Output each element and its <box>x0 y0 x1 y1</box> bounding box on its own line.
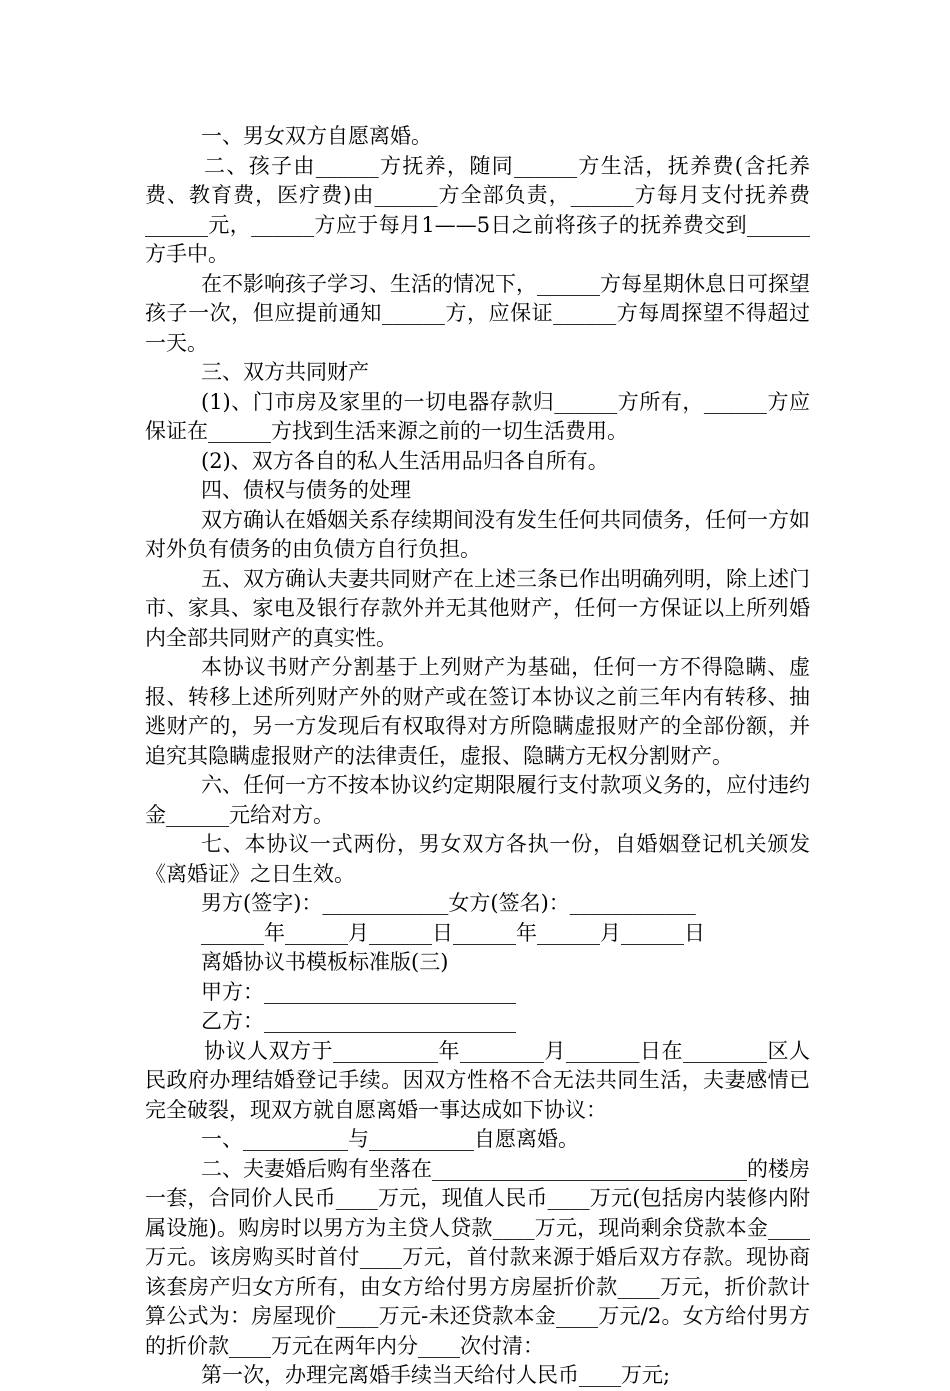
signature-line: 男方(签字)：____________女方(签名)：____________ <box>201 891 696 915</box>
paragraph: 一、男女双方自愿离婚。 <box>201 124 432 148</box>
paragraph: 六、任何一方不按本协议约定期限履行支付款项义务的，应付违约金______元给对方。 <box>145 773 810 827</box>
paragraph: 本协议书财产分割基于上列财产为基础，任何一方不得隐瞒、虚报、转移上述所列财产外的财产或在签订本协议之前三年内有转移、抽逃财产的，另一方发现后有权取得对方所隐瞒虚报财产的全部份额，并追究其隐瞒虚报财产的法律责任，虚报、隐瞒方无权分割财产。 <box>145 655 810 768</box>
paragraph: 七、本协议一式两份，男女双方各执一份，自婚姻登记机关颁发《离婚证》之日生效。 <box>145 832 810 886</box>
paragraph: 协议人双方于__________年________月_______日在________区人民政府办理结婚登记手续。因双方性格不合无法共同生活，夫妻感情已完全破裂，现双方就自愿离婚一事达成如下协议： <box>145 1038 810 1122</box>
paragraph: 二、夫妻婚后购有坐落在______________________________的楼房一套，合同价人民币____万元，现值人民币____万元(包括房内装修内附属设施)。购房时以男方为主贷人贷款____万元，现尚剩余贷款本金____万元。该房购买时首付____万元，首付款来源于婚后双方存款。现协商该套房产归女方所有，由女方给付男方房屋折价款____万元，折价款计算公式为：房屋现价____万元-未还贷款本金____万元/2。女方给付男方的折价款____万元在两年内分____次付清： <box>145 1156 810 1358</box>
party-b-line: 乙方：________________________ <box>201 1009 516 1033</box>
date-line: ______年______月______日______年______月______日 <box>201 920 705 945</box>
section-heading: 四、债权与债务的处理 <box>201 478 411 502</box>
paragraph: (2)、双方各自的私人生活用品归各自所有。 <box>201 448 609 473</box>
document-body <box>145 122 810 1391</box>
template-title: 离婚协议书模板标准版(三) <box>201 950 449 974</box>
paragraph: (1)、门市房及家里的一切电器存款归______方所有，______方应保证在______方找到生活来源之前的一切生活费用。 <box>145 389 810 443</box>
paragraph: 第一次，办理完离婚手续当天给付人民币____万元; <box>201 1363 671 1387</box>
paragraph: 二、孩子由______方抚养，随同______方生活，抚养费(含托养费、教育费，医疗费)由______方全部负责，______方每月支付抚养费______元，______方应于每月1——5日之前将孩子的抚养费交到______方手中。 <box>145 153 810 266</box>
paragraph: 在不影响孩子学习、生活的情况下，______方每星期休息日可探望孩子一次，但应提前通知______方，应保证______方每周探望不得超过一天。 <box>145 271 810 355</box>
section-heading: 三、双方共同财产 <box>201 360 369 384</box>
party-a-line: 甲方：________________________ <box>201 979 516 1004</box>
paragraph: 五、双方确认夫妻共同财产在上述三条已作出明确列明，除上述门市、家具、家电及银行存款外并无其他财产，任何一方保证以上所列婚内全部共同财产的真实性。 <box>145 566 810 650</box>
paragraph: 一、__________与__________自愿离婚。 <box>201 1127 579 1151</box>
paragraph: 双方确认在婚姻关系存续期间没有发生任何共同债务，任何一方如对外负有债务的由负债方自行负担。 <box>145 507 810 561</box>
